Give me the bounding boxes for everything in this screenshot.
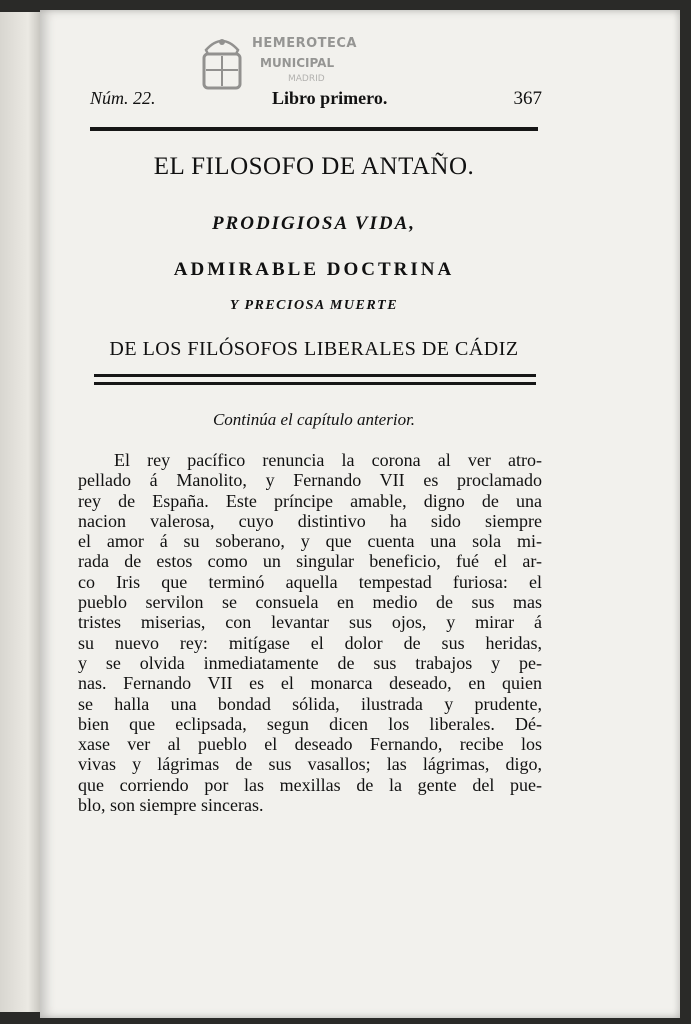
body-line: nas. Fernando VII es el monarca deseado, en quien bbox=[78, 673, 542, 694]
body-line: nacion valerosa, cuyo distintivo ha sido siempre bbox=[78, 510, 542, 531]
running-header bbox=[90, 88, 540, 112]
book-page bbox=[40, 10, 680, 1018]
subtitle-filosofos: DE LOS FILÓSOFOS LIBERALES DE CÁDIZ bbox=[109, 338, 519, 360]
page-title: EL FILOSOFO DE ANTAÑO. bbox=[153, 153, 475, 180]
body-line: que corriendo por las mexillas de la gente del pue- bbox=[78, 774, 542, 795]
body-line: su nuevo rey: mitígase el dolor de sus heridas, bbox=[78, 632, 542, 653]
body-line: rey de España. Este príncipe amable, digno de una bbox=[78, 490, 542, 511]
body-line: bien que eclipsada, segun dicen los liberales. Dé- bbox=[78, 713, 542, 734]
body-line: blo, son siempre sinceras. bbox=[78, 795, 264, 816]
issue-number: Núm. 22. bbox=[90, 88, 156, 108]
body-line: co Iris que terminó aquella tempestad furiosa: el bbox=[78, 571, 542, 592]
body-line: se halla una bondad sólida, ilustrada y prudente, bbox=[78, 693, 542, 714]
header-rule bbox=[90, 127, 538, 131]
body-line: pueblo servilon se consuela en medio de sus mas bbox=[78, 592, 542, 613]
facing-page-edge bbox=[0, 12, 40, 1012]
body-line: vivas y lágrimas de sus vasallos; las lágrimas, digo, bbox=[78, 754, 542, 775]
subtitle-doctrina: ADMIRABLE DOCTRINA bbox=[173, 259, 455, 280]
stamp-text-madrid: MADRID bbox=[288, 74, 325, 84]
stamp-text-hemeroteca: HEMEROTECA bbox=[252, 36, 357, 51]
subtitle-vida: PRODIGIOSA VIDA, bbox=[211, 213, 417, 234]
page-number: 367 bbox=[513, 88, 542, 109]
subtitle-muerte: Y PRECIOSA MUERTE bbox=[229, 298, 399, 313]
body-line: y se olvida inmediatamente de sus trabajos y pe- bbox=[78, 652, 542, 673]
body-paragraph bbox=[78, 450, 542, 815]
section-heading: Continúa el capítulo anterior. bbox=[212, 410, 416, 429]
body-line: rada de estos como un singular beneficio, fué el ar- bbox=[78, 551, 542, 572]
body-line: pellado á Manolito, y Fernando VII es proclamado bbox=[78, 470, 542, 491]
stamp-text-municipal: MUNICIPAL bbox=[260, 56, 335, 70]
body-line: tristes miserias, con levantar sus ojos, y mirar á bbox=[78, 612, 542, 633]
body-line: El rey pacífico renuncia la corona al ver atro- bbox=[114, 450, 542, 470]
body-line: el amor á su soberano, y que cuenta una sola mi- bbox=[78, 531, 542, 552]
book-label: Libro primero. bbox=[272, 88, 388, 108]
section-divider bbox=[94, 374, 536, 385]
body-line: xase ver al pueblo el deseado Fernando, recibe los bbox=[78, 734, 542, 755]
